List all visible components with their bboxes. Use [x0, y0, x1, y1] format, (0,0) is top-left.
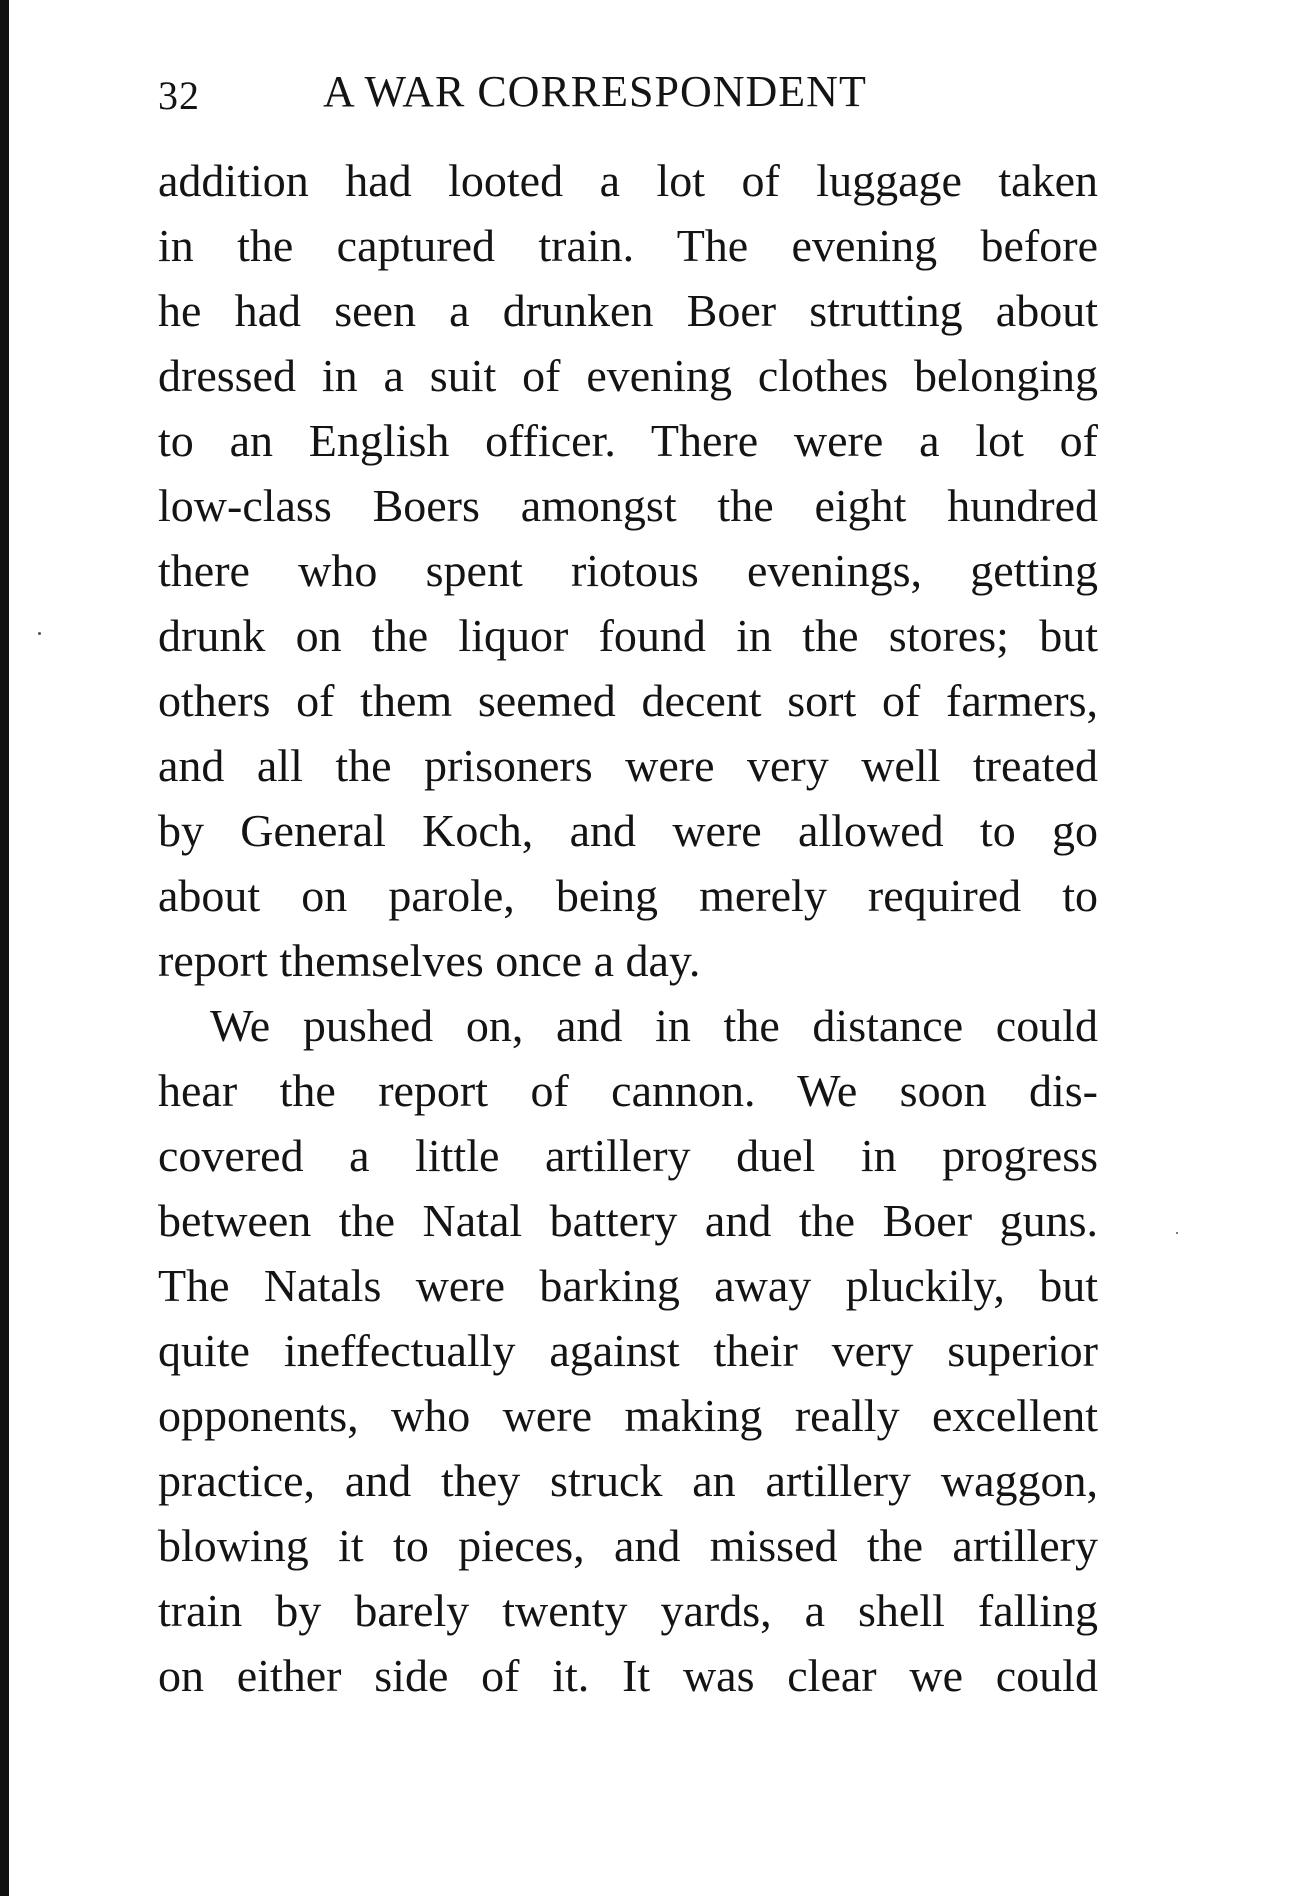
paragraph-2: [158, 993, 1098, 1708]
text-line: report themselves once a day.: [158, 935, 701, 986]
text-line: dressed in a suit of evening clothes belonging: [158, 350, 1098, 401]
body-text: [158, 148, 1098, 1708]
text-line: between the Natal battery and the Boer guns.: [158, 1195, 1098, 1246]
text-line: drunk on the liquor found in the stores; but: [158, 610, 1098, 661]
text-line: on either side of it. It was clear we could: [158, 1650, 1098, 1701]
text-line: addition had looted a lot of luggage taken: [158, 155, 1098, 206]
text-line: The Natals were barking away pluckily, but: [158, 1260, 1098, 1311]
page-binding-edge: [0, 0, 9, 1896]
text-line: covered a little artillery duel in progress: [158, 1130, 1098, 1181]
text-line: about on parole, being merely required to: [158, 870, 1098, 921]
text-line: he had seen a drunken Boer strutting about: [158, 285, 1098, 336]
text-line: blowing it to pieces, and missed the artillery: [158, 1520, 1098, 1571]
paper-speck: [1176, 1232, 1178, 1234]
text-line: by General Koch, and were allowed to go: [158, 805, 1098, 856]
paragraph-1: [158, 148, 1098, 993]
text-line: hear the report of cannon. We soon dis-: [158, 1065, 1098, 1116]
text-line: We pushed on, and in the distance could: [210, 1000, 1098, 1051]
text-line: low-class Boers amongst the eight hundred: [158, 480, 1098, 531]
text-line: train by barely twenty yards, a shell falling: [158, 1585, 1098, 1636]
text-line: to an English officer. There were a lot of: [158, 415, 1098, 466]
text-line: others of them seemed decent sort of farmers,: [158, 675, 1098, 726]
text-line: there who spent riotous evenings, getting: [158, 545, 1098, 596]
text-line: and all the prisoners were very well treated: [158, 740, 1098, 791]
text-line: in the captured train. The evening before: [158, 220, 1098, 271]
text-line: practice, and they struck an artillery waggon,: [158, 1455, 1098, 1506]
page-header: [158, 62, 1098, 122]
text-line: opponents, who were making really excellent: [158, 1390, 1098, 1441]
page-number: 32: [158, 73, 200, 118]
paper-speck: [38, 632, 41, 635]
text-line: quite ineffectually against their very superior: [158, 1325, 1098, 1376]
running-title: A WAR CORRESPONDENT: [323, 67, 867, 116]
